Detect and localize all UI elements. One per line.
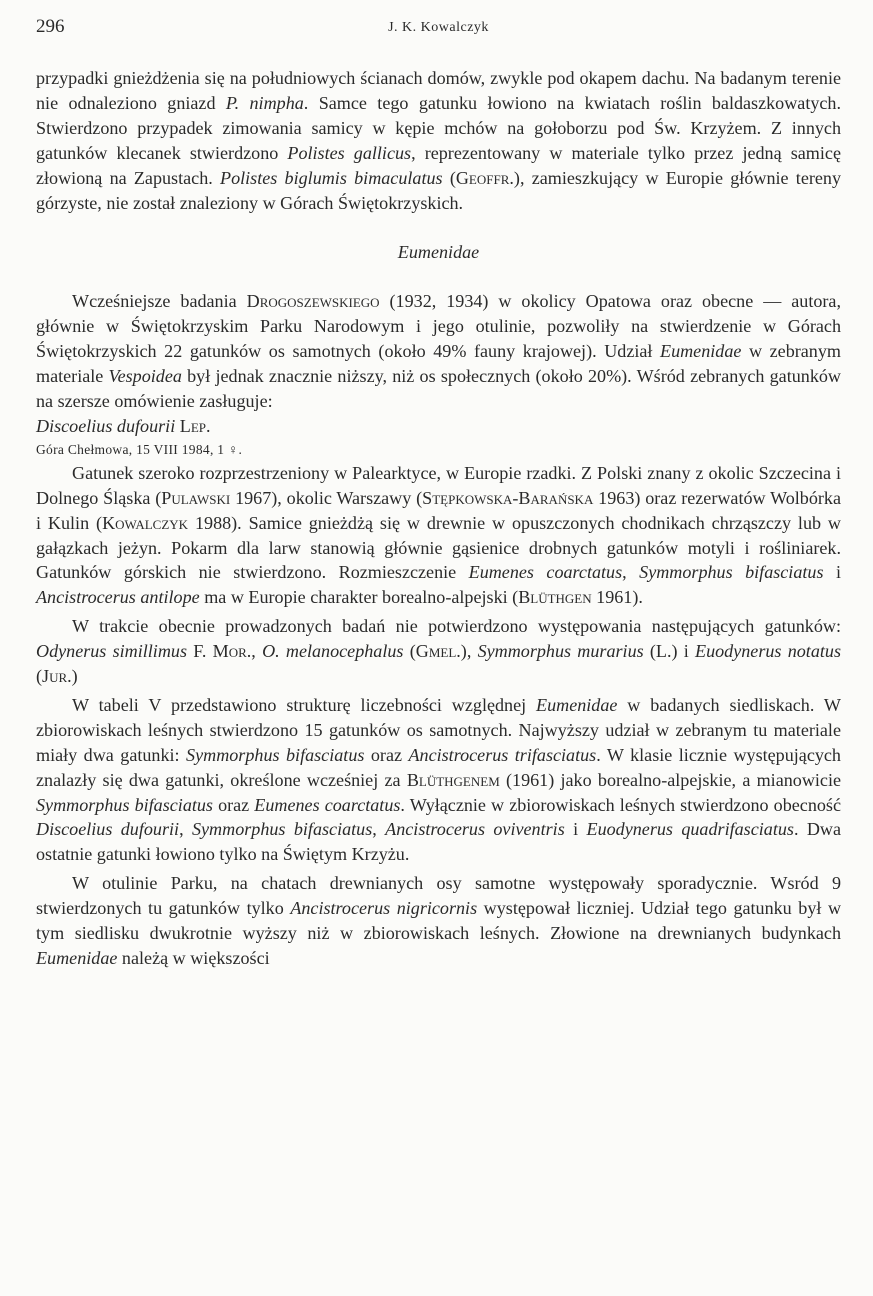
species-name: Discoelius dufourii Lep. [36,415,211,436]
section-heading: Eumenidae [397,242,480,263]
page-number: 296 [36,16,65,37]
paragraph-table-v: W tabeli V przedstawiono strukturę liczebności względnej Eumenidae w badanych siedliskach. W zbiorowiskach leśnych stwierdzono 15 gatunków os samotnych. Najwyższy udział w zebranym tu materiale miały dwa gatunki: Symmorphus bifasciatus oraz Ancistrocerus trifasciatus. W klasie licznie występujących znalazły się dwa gatunki, określone wcześniej za Blüthgenem (1961) jako borealno-alpejskie, a mianowicie Symmorphus bifasciatus oraz Eumenes coarctatus. Wyłącznie w zbiorowiskach leśnych stwierdzono obecność Discoelius dufourii, Symmorphus bifasciatus, Ancistrocerus oviventris i Euodynerus quadrifasciatus. Dwa ostatnie gatunki łowiono tylko na Świętym Krzyżu. [36,694,842,865]
paragraph-polistes: przypadki gnieżdżenia się na południowych ścianach domów, zwykle pod okapem dachu. Na badanym terenie nie odnaleziono gniazd P. nimpha. Samce tego gatunku łowiono na kwiatach roślin baldaszkowatych. Stwierdzono przypadek zimowania samicy w kępie mchów na gołoborzu pod Św. Krzyżem. Z innych gatunków klecanek stwierdzono Polistes gallicus, reprezentowany w materiale tylko przez jedną samicę złowioną na Zapustach. Polistes biglumis bimaculatus (Geoffr.), zamieszkujący w Europie głównie tereny górzyste, nie został znaleziony w Górach Świętokrzyskich. [36,68,842,213]
paragraph-discoelius: Gatunek szeroko rozprzestrzeniony w Palearktyce, w Europie rzadki. Z Polski znany z okolic Szczecina i Dolnego Śląska (Pulawski 1967), okolic Warszawy (Stępkowska-Barańska 1963) oraz rezerwatów Wolbórka i Kulin (Kowalczyk 1988). Samice gnieżdżą się w drewnie w opuszczonych chodnikach chrząszczy lub w gałązkach jeżyn. Pokarm dla larw stanowią głównie gąsienice drobnych gatunków motyli i rośliniarek. Gatunków górskich nie stwierdzono. Rozmieszczenie Eumenes coarctatus, Symmorphus bifasciatus i Ancistrocerus antilope ma w Europie charakter borealno-alpejski (Blüthgen 1961). [36,462,842,608]
body-text [36,66,841,971]
paragraph-not-confirmed: W trakcie obecnie prowadzonych badań nie potwierdzono występowania następujących gatunków: Odynerus simillimus F. Mor., O. melanocephalus (Gmel.), Symmorphus murarius (L.) i Euodynerus notatus (Jur.) [36,616,841,687]
paragraph-otulina: W otulinie Parku, na chatach drewnianych osy samotne występowały sporadycznie. Wsród 9 stwierdzonych tu gatunków tylko Ancistrocerus nigricornis występował liczniej. Udział tego gatunku był w tym siedlisku dwukrotnie wyższy niż w zbiorowiskach leśnych. Złowione na drewnianych budynkach Eumenidae należą w większości [36,873,842,968]
page-header [36,16,841,42]
collection-record: Góra Chełmowa, 15 VIII 1984, 1 ♀. [36,441,243,457]
running-head: J. K. Kowalczyk [388,20,489,35]
paragraph-eumenidae-intro: Wcześniejsze badania Drogoszewskiego (1932, 1934) w okolicy Opatowa oraz obecne — autora, głównie w Świętokrzyskim Parku Narodowym i jego otulinie, pozwoliły na stwierdzenie w Górach Świętokrzyskich 22 gatunków os samotnych (około 49% fauny krajowej). Udział Eumenidae w zebranym materiale Vespoidea był jednak znacznie niższy, niż os społecznych (około 20%). Wśród zebranych gatunków na szersze omówienie zasługuje: [36,291,841,411]
